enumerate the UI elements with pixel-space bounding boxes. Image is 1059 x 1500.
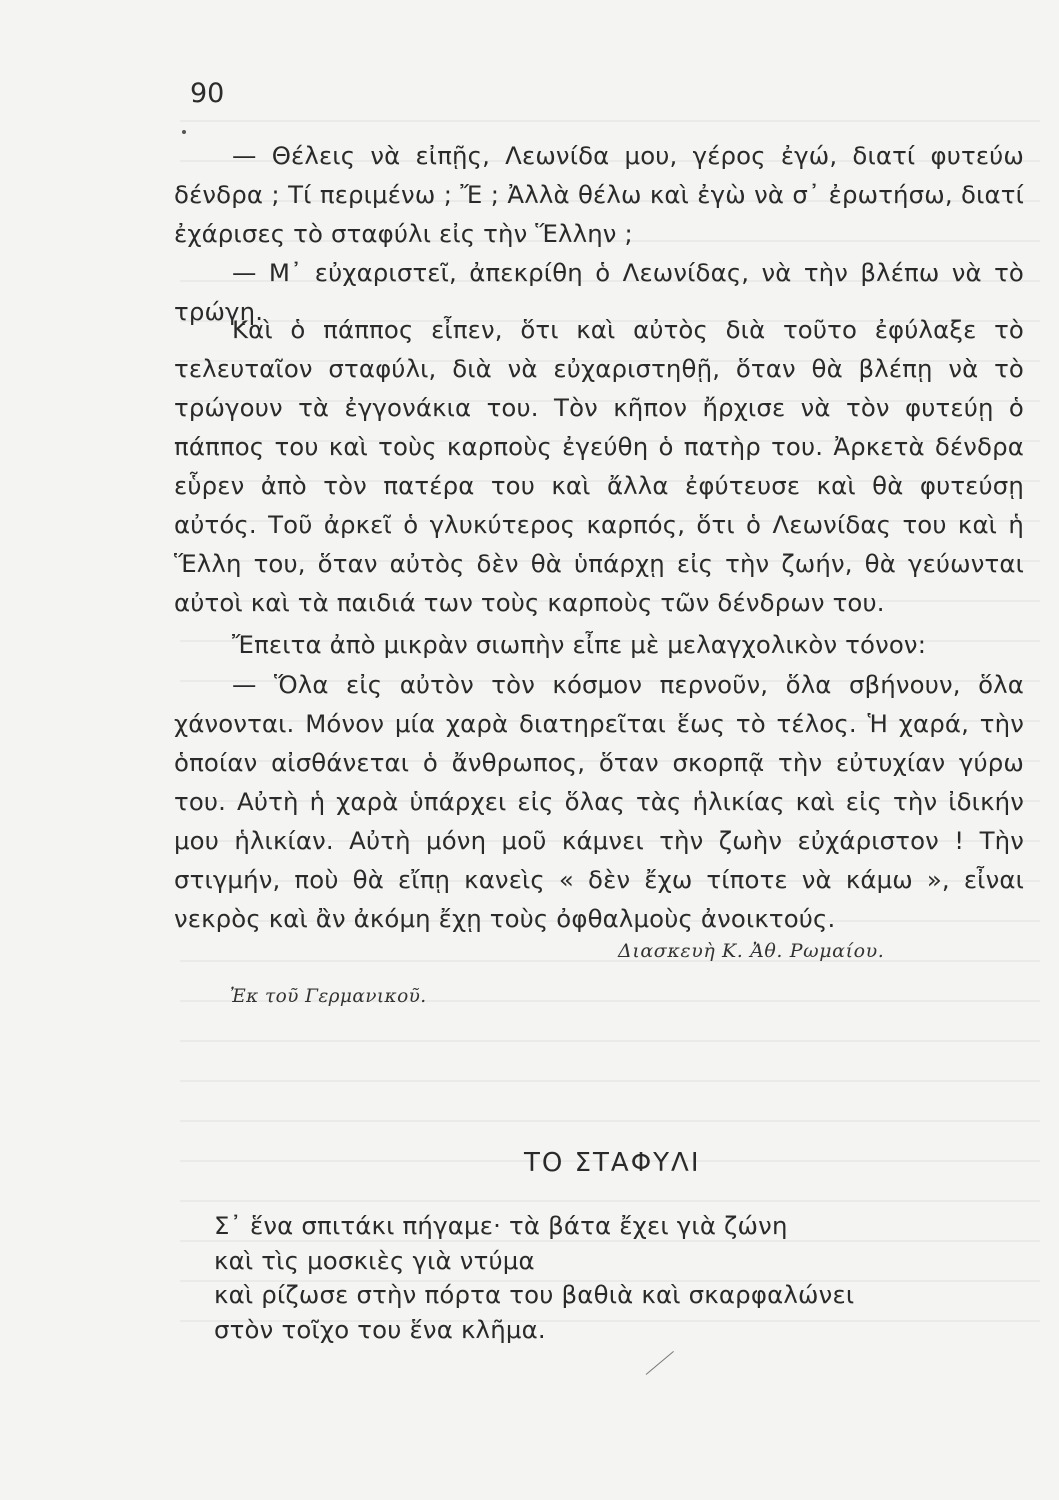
source-note: Ἐκ τοῦ Γερμανικοῦ.	[230, 986, 427, 1007]
paragraph-narration: Καὶ ὁ πάππος εἶπεν, ὅτι καὶ αὐτὸς διὰ τοῦτο ἐφύλαξε τὸ τελευταῖον σταφύλι, διὰ νὰ εὐχαριστηθῇ, ὅταν θὰ βλέπῃ νὰ τὸ τρώγουν τὰ ἐγγονάκια του. Τὸν κῆπον ἤρχισε νὰ τὸν φυτεύῃ ὁ πάππος του καὶ τοὺς καρποὺς ἐγεύθη ὁ πατὴρ του. Ἀρκετὰ δένδρα εὗρεν ἀπὸ τὸν πατέρα του καὶ ἄλλα ἐφύτευσε καὶ θὰ φυτεύσῃ αὐτός. Τοῦ ἀρκεῖ ὁ γλυκύτερος καρπός, ὅτι ὁ Λεωνίδας του καὶ ἡ Ἕλλη του, ὅταν αὐτὸς δὲν θὰ ὑπάρχῃ εἰς τὴν ζωήν, θὰ γεύωνται αὐτοὶ καὶ τὰ παιδιά των τοὺς καρποὺς τῶν δένδρων του.	[174, 315, 1024, 617]
poem-line: καὶ τὶς μοσκιὲς γιὰ ντύμα	[214, 1245, 535, 1275]
paragraph-speech: — Ὅλα εἰς αὐτὸν τὸν κόσμον περνοῦν, ὅλα σβήνουν, ὅλα χάνονται. Μόνον μία χαρὰ διατηρεῖται ἕως τὸ τέλος. Ἡ χαρά, τὴν ὁποίαν αἰσθάνεται ὁ ἄνθρωπος, ὅταν σκορπᾷ τὴν εὐτυχίαν γύρω του. Αὐτὴ ἡ χαρὰ ὑπάρχει εἰς ὅλας τὰς ἡλικίας καὶ εἰς τὴν ἰδικήν μου ἡλικίαν. Αὐτὴ μόνη μοῦ κάμνει τὴν ζωὴν εὐχάριστον ! Τὴν στιγμήν, ποὺ θὰ εἴπῃ κανεὶς « δὲν ἔχω τίποτε νὰ κάμω », εἶναι νεκρὸς καὶ ἂν ἀκόμη ἔχῃ τοὺς ὀφθαλμοὺς ἀνοικτούς.	[174, 670, 1024, 933]
attribution: Διασκευὴ Κ. Ἀθ. Ρωμαίου.	[618, 940, 885, 962]
poem-line: στὸν τοῖχο του ἕνα κλῆμα.	[214, 1314, 546, 1344]
page-number: 90	[190, 78, 225, 109]
poem-title: ΤΟ ΣΤΑΦΥΛΙ	[524, 1148, 701, 1178]
ink-speck	[182, 130, 186, 134]
paragraph-dialogue-answer: — Μ᾿ εὐχαριστεῖ, ἀπεκρίθη ὁ Λεωνίδας, νὰ τὴν βλέπω νὰ τὸ τρώγῃ.	[174, 258, 1024, 326]
paragraph-dialogue-question: — Θέλεις νὰ εἰπῇς, Λεωνίδα μου, γέρος ἐγώ, διατί φυτεύω δένδρα ; Τί περιμένω ; Ἔ ; Ἀλλὰ θέλω καὶ ἐγὼ νὰ σ᾿ ἐρωτήσω, διατί ἐχάρισες τὸ σταφύλι εἰς τὴν Ἕλλην ;	[174, 141, 1024, 248]
poem-line: καὶ ρίζωσε στὴν πόρτα του βαθιὰ καὶ σκαρφαλώνει	[214, 1280, 855, 1309]
poem	[214, 1209, 854, 1347]
pencil-mark	[646, 1351, 674, 1375]
poem-line: Σ᾿ ἕνα σπιτάκι πήγαμε· τὰ βάτα ἔχει γιὰ ζώνη	[214, 1211, 788, 1240]
paragraph-transition: Ἔπειτα ἀπὸ μικρὰν σιωπὴν εἶπε μὲ μελαγχολικὸν τόνον:	[232, 630, 927, 659]
